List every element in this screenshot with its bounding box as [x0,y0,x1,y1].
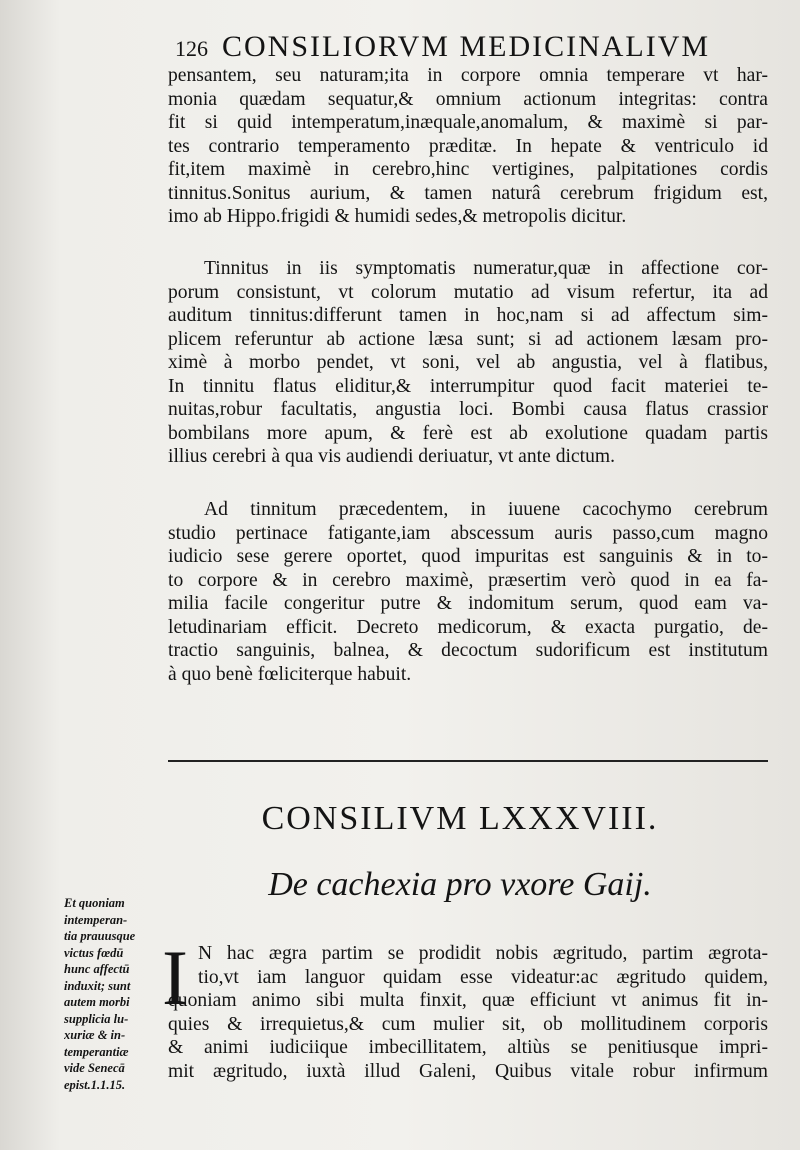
text-line: plicem referuntur ab actione læsa sunt; si ad actionem læsam pro- [168,328,768,350]
note-line: intemperan- [64,912,128,927]
text-line: monia quædam sequatur,& omnium actionum integritas: contra [168,88,768,110]
note-line: epist.1.1.15. [64,1077,126,1092]
text-line: mit ægritudo, iuxtà illud Galeni, Quibus vitale robur infirmum [168,1060,768,1082]
section-divider [168,760,768,762]
text-line: In tinnitu flatus eliditur,& interrumpitur quod facit materiei te- [168,375,768,397]
text-line: auditum tinnitus:differunt tamen in hoc,nam si ad affectum sim- [168,305,768,326]
note-line: xuriæ & in- [64,1028,126,1042]
paragraph-2 [168,257,768,469]
note-line: tia prauusque [64,929,136,943]
note-line: victus fœdū [64,945,124,960]
note-line: autem morbi [64,995,130,1009]
note-line: vide Senecā [64,1061,125,1075]
note-line: induxit; sunt [64,978,131,993]
text-line: milia facile congeritur putre & indomitum serum, quod eam va- [168,593,768,614]
text-line: tio,vt iam languor quidam esse videatur:ac ægritudo quidem, [198,966,768,988]
text-line: pensantem, seu naturam;ita in corpore omnia temperare vt har- [168,65,768,86]
drop-cap: I [162,934,188,1021]
text-line: tractio sanguinis, balnea, & decoctum sudorificum est institutum [168,640,768,661]
text-line: letudinariam efficit. Decreto medicorum, & exacta purgatio, de- [168,616,768,638]
note-line: hunc affectū [64,962,130,976]
text-line: to corpore & in cerebro maximè, præsertim verò quod in ea fa- [168,569,768,591]
section-heading: CONSILIVM LXXXVIII. [261,800,659,837]
text-line: & animi iudiciique imbecillitatem, altiùs se penitiusque impri- [168,1037,768,1058]
paragraph-1 [168,64,768,229]
text-line: N hac ægra partim se prodidit nobis ægritudo, partim ægrota- [198,943,768,964]
text-line: porum consistunt, vt colorum mutatio ad visum refertur, ita ad [168,281,768,303]
text-line: imo ab Hippo.frigidi & humidi sedes,& metropolis dicitur. [168,206,627,227]
paragraph-final [168,942,768,1083]
running-title: CONSILIORVM MEDICINALIVM [222,30,711,63]
paragraph-3 [168,498,768,686]
text-line: fit,item maximè in cerebro,hinc vertigines, palpitationes cordis [168,159,768,180]
note-line: Et quoniam [64,896,125,910]
text-line: illius cerebri à qua vis audiendi deriuatur, vt ante dictum. [168,446,616,467]
note-line: supplicia lu- [64,1011,129,1026]
text-line: quoniam animo sibi multa finxit, quæ efficiunt vt animus fit in- [168,990,768,1011]
text-line: quies & irrequietus,& cum mulier sit, ob mollitudinem corporis [168,1013,768,1035]
text-line: nuitas,robur facultatis, angustia loci. Bombi causa flatus crassior [168,399,768,420]
text-line: fit si quid intemperatum,inæquale,anomalum, & maximè si par- [168,112,768,133]
text-line: bombilans more apum, & ferè est ab exolutione quadam partis [168,422,768,444]
text-line: tes contrario temperamento præditæ. In hepate & ventriculo id [168,135,768,157]
text-line: à quo benè fœliciterque habuit. [168,663,412,685]
note-line: temperantiæ [64,1044,129,1059]
text-line: iudicio sese gerere oportet, quod impuritas est sanguinis & in to- [168,546,768,567]
text-line: Ad tinnitum præcedentem, in iuuene cacochymo cerebrum [204,499,768,520]
marginal-note [64,895,162,1093]
text-line: studio pertinace fatigante,iam abscessum auris passo,cum magno [168,522,768,544]
text-line: ximè à morbo pendet, vt soni, vel ab angustia, vel à flatibus, [168,352,768,373]
page-number: 126 [175,36,208,61]
section-subtitle: De cachexia pro vxore Gaij. [268,866,652,903]
text-line: Tinnitus in iis symptomatis numeratur,quæ in affectione cor- [204,258,768,279]
text-line: tinnitus.Sonitus aurium, & tamen naturâ cerebrum frigidum est, [168,182,768,204]
running-header [175,30,785,66]
